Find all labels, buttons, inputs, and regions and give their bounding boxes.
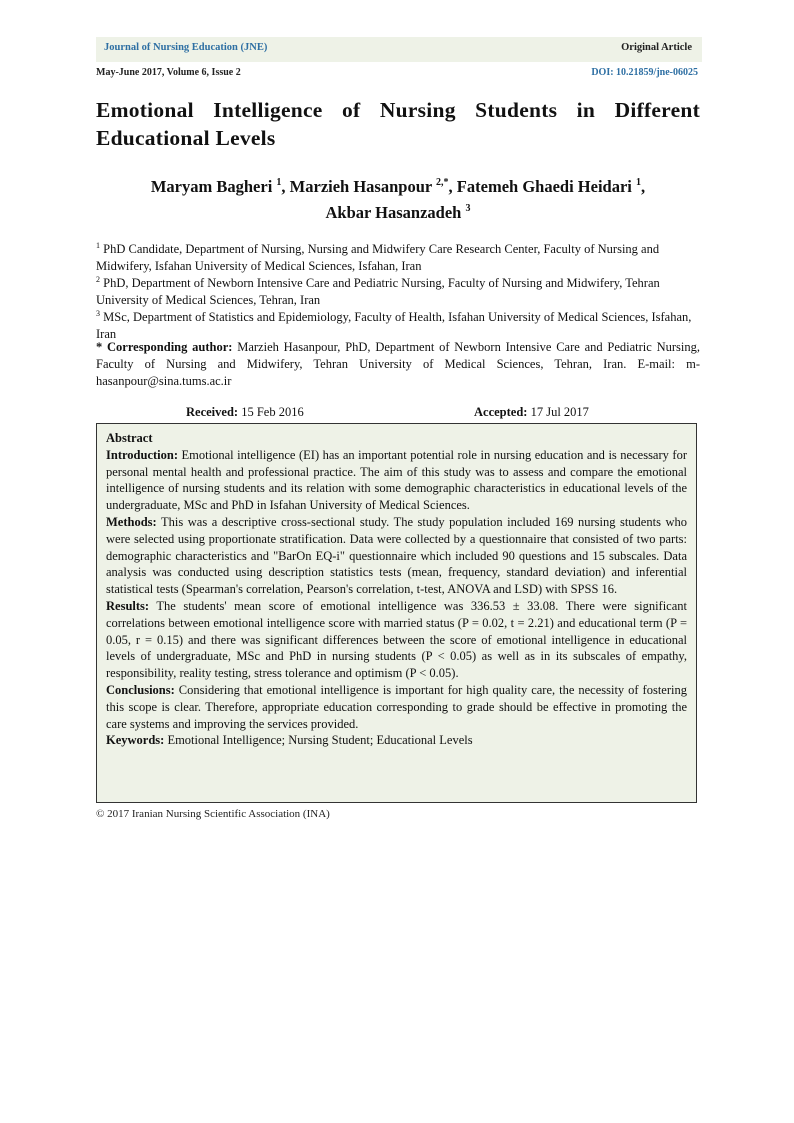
affiliation [96,271,700,309]
abstract-heading: Abstract [106,431,153,445]
section-label: Introduction: [106,447,179,462]
affiliation-text: PhD Candidate, Department of Nursing, Nursing and Midwifery Care Research Center, Faculty of Nursing and Midwifery, Isfahan University of Medical Sciences, Isfahan, Iran [96,242,660,273]
corresponding-author-label: * Corresponding author: [96,340,233,354]
author-name: Fatemeh Ghaedi Heidari [456,177,632,196]
affiliation-mark: 3 [96,309,100,318]
abstract-conclusions [106,682,687,732]
section-text: The students' mean score of emotional intelligence was 336.53 ± 33.08. There were significant correlations between emotional intelligence score with married status (P = 0.02, t = 2.21) and educational term (P = 0.05, r = 0.15) and there was significant differences between the score of emotional intelligence in educational levels of undergraduate, MSc and PhD in nursing students (P < 0.05) as well as in its subscales of empathy, responsibility, reality testing, stress tolerance and optimism (P < 0.05). [106,598,687,681]
author-name: Akbar Hasanzadeh [325,203,462,222]
corresponding-author-text: Marzieh Hasanpour, PhD, Department of Newborn Intensive Care and Pediatric Nursing, Faculty of Nursing and Midwifery, Tehran University of Medical Sciences, Tehran, Iran. E-mail: m-hasanpour@sina.tums.ac.ir [96,340,701,388]
received-label: Received: [186,405,239,419]
accepted-label: Accepted: [474,405,528,419]
abstract-results [106,598,687,682]
affiliation [96,305,700,343]
section-label: Results: [106,598,150,613]
received-value: 15 Feb 2016 [241,405,304,419]
affiliation-text: PhD, Department of Newborn Intensive Care and Pediatric Nursing, Faculty of Nursing and Midwifery, Tehran University of Medical Sciences, Tehran, Iran [96,276,660,307]
author-separator: , [448,177,457,196]
accepted-date [474,405,589,420]
article-type: Original Article [621,42,692,53]
abstract-introduction [106,447,687,514]
section-label: Conclusions: [106,682,175,697]
author-name: Maryam Bagheri [150,177,273,196]
author-affiliation-mark: 2,* [436,177,449,188]
affiliation-text: MSc, Department of Statistics and Epidemiology, Faculty of Health, Isfahan University of Medical Sciences, Isfahan, Iran [96,310,692,341]
section-text: Emotional Intelligence; Nursing Student; Educational Levels [167,733,473,748]
received-date [186,405,304,420]
section-text: Considering that emotional intelligence is important for high quality care, the necessity of fostering this scope is clear. Therefore, appropriate education corresponding to grade should be effective in promoting the care systems and improving the services provided. [106,682,687,731]
affiliation [96,237,700,275]
issue-info: May-June 2017, Volume 6, Issue 2 [96,67,241,78]
author-separator: , [641,177,646,196]
affiliation-mark: 2 [96,275,100,284]
section-label: Methods: [106,514,157,529]
abstract-methods [106,514,687,598]
author-list [96,172,700,224]
affiliation-mark: 1 [96,241,100,250]
abstract-keywords [106,732,687,749]
journal-name: Journal of Nursing Education (JNE) [104,42,268,53]
copyright-notice: © 2017 Iranian Nursing Scientific Association (INA) [96,808,330,820]
corresponding-author [96,339,700,390]
article-title: Emotional Intelligence of Nursing Students in Different Educational Levels [96,98,700,150]
doi-link[interactable]: DOI: 10.21859/jne-06025 [591,67,698,78]
author-separator: , [281,177,290,196]
author-affiliation-mark: 1 [276,177,282,188]
journal-header-band [96,37,702,62]
author-name: Marzieh Hasanpour [289,177,432,196]
section-text: This was a descriptive cross-sectional study. The study population included 169 nursing students who were selected using proportionate stratification. Data were collected by a questionnaire that consisted of two parts: demographic characteristics and "BarOn EQ-i" questionnaire which included 90 questions and 15 subscales. Data analysis was conducted using description statistics tests (mean, frequency, standard deviation) and inferential statistical tests (Spearman's correlation, Pearson's correlation, t-test, ANOVA and LSD) with SPSS 16. [106,514,687,597]
section-label: Keywords: [106,733,165,748]
author-affiliation-mark: 3 [465,203,471,214]
abstract-box [96,423,697,803]
section-text: Emotional intelligence (EI) has an important potential role in nursing education and is necessary for personal mental health and professional practice. The aim of this study was to assess and compare the emotional intelligence of nursing students and its relation with some demographic characteristics in educational levels of the undergraduate, MSc and PhD in Isfahan University of Medical Sciences. [106,447,687,513]
author-affiliation-mark: 1 [636,177,641,188]
accepted-value: 17 Jul 2017 [530,405,589,419]
